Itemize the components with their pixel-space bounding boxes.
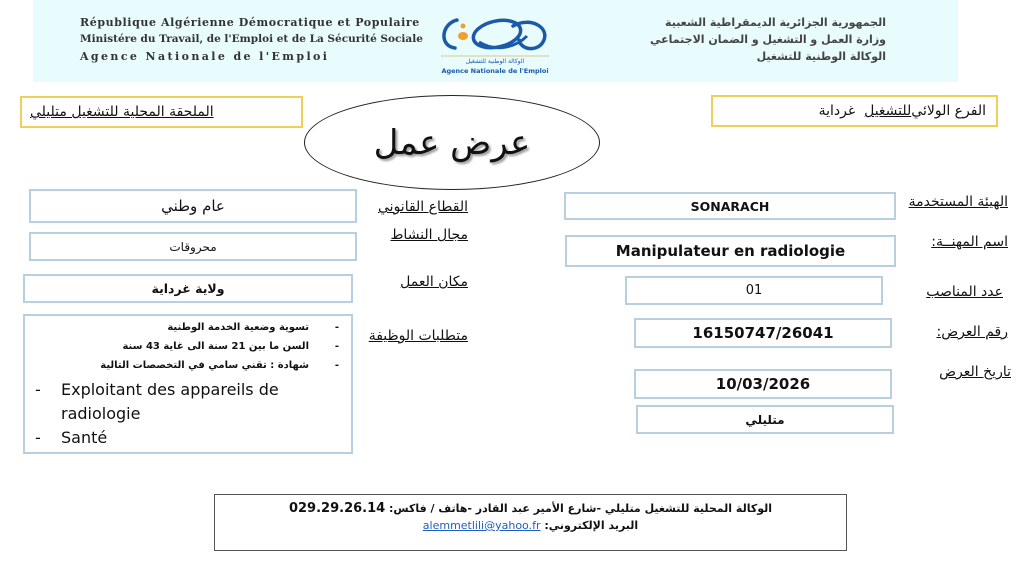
requirement-item: - شهادة : تقني سامي في التخصصات التالية: [25, 359, 339, 372]
title-ellipse: [304, 95, 600, 190]
offer-date-value: 10/03/2026: [634, 369, 892, 399]
local-annex-text: الملحقة المحلية للتشغيل متليلي: [30, 104, 214, 120]
header-fr-agency: Agence Nationale de l'Emploi: [80, 50, 330, 63]
footer-email-label: البريد الإلكتروني:: [540, 519, 639, 532]
footer-address-line: [215, 501, 846, 516]
specialty-item: - Exploitant des appareils de radiologie: [35, 378, 301, 426]
posts-count-value: 01: [625, 276, 883, 305]
logo-caption-ar: الوكالة الوطنية للتشغيل: [465, 58, 525, 65]
wilaya-branch-box: [711, 95, 998, 127]
branch-prefix: الفرع الولائي: [911, 103, 986, 119]
local-annex-box: [20, 96, 303, 128]
footer-phone: 029.29.26.14: [288, 501, 386, 516]
activity-label: مجال النشاط: [390, 227, 468, 243]
requirements-label: متطلبات الوظيفة: [368, 328, 468, 344]
header-ar-republic: الجمهورية الجزائرية الديمقراطية الشعبية: [665, 16, 886, 29]
work-place-label: مكان العمل: [400, 274, 468, 290]
footer-email-line: [215, 519, 846, 532]
requirements-specialties-list: [25, 378, 351, 450]
branch-suffix: غرداية: [818, 103, 865, 119]
activity-value: محروقات: [29, 232, 357, 261]
offer-number-label: رقم العرض:: [936, 324, 1008, 340]
employer-value: SONARACH: [564, 192, 896, 220]
profession-value: Manipulateur en radiologie: [565, 235, 896, 267]
footer-address: الوكالة المحلية للتشغيل متليلي -شارع الأمير عبد القادر -هاتف / فاكس:: [385, 502, 773, 515]
employer-label: الهيئة المستخدمة: [908, 194, 1008, 210]
anem-logo-icon: [435, 12, 555, 58]
offer-number-value: 16150747/26041: [634, 318, 892, 348]
requirement-item: - تسوية وضعية الخدمة الوطنية: [25, 321, 339, 334]
work-place-value: ولاية غرداية: [23, 274, 353, 303]
branch-underlined: للتشغيل: [864, 103, 912, 119]
legal-sector-value: عام وطني: [29, 189, 357, 223]
requirements-arabic-list: [25, 321, 351, 372]
posts-count-label: عدد المناصب: [926, 284, 1003, 300]
requirement-item: - السن ما بين 21 سنة الى غاية 43 سنة: [25, 340, 339, 353]
legal-sector-label: القطاع القانوني: [378, 199, 468, 215]
city-value: متليلي: [636, 405, 894, 434]
header-ar-ministry: وزارة العمل و التشغيل و الضمان الاجتماعي: [650, 33, 886, 46]
profession-label: اسم المهنــة:: [931, 234, 1008, 250]
page-title: عرض عمل: [373, 122, 531, 163]
logo-caption-fr: Agence Nationale de l'Emploi: [441, 67, 549, 75]
header-fr-republic: République Algérienne Démocratique et Populaire: [80, 16, 420, 29]
anem-logo: [435, 12, 555, 80]
header-fr-ministry: Ministére du Travail, de l'Emploi et de La Sécurité Sociale: [80, 33, 423, 45]
footer-email-link[interactable]: alemmetlili@yahoo.fr: [422, 519, 541, 532]
requirements-box: [23, 314, 353, 454]
header-ar-agency: الوكالة الوطنية للتشغيل: [756, 50, 886, 63]
specialty-item: - Santé: [35, 426, 351, 450]
contact-footer: [214, 494, 847, 551]
offer-date-label: تاريخ العرض: [939, 364, 1011, 380]
